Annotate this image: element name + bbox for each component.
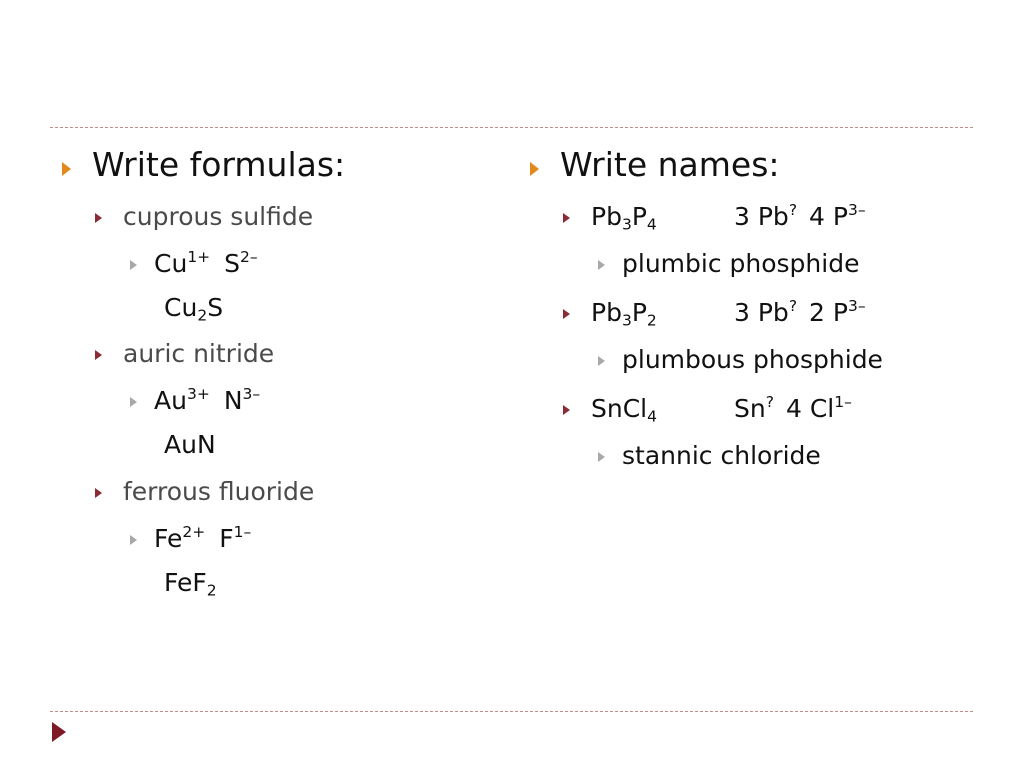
third-bullet-icon (130, 397, 137, 407)
third-bullet-icon (130, 260, 137, 270)
compound-name: cuprous sulfide (123, 202, 314, 231)
compound-name-answer: plumbic phosphide (622, 249, 860, 278)
compound-formula: $Pb_3P_4$ (591, 202, 657, 234)
sub-bullet-icon (563, 309, 570, 319)
compound-name: ferrous fluoride (123, 477, 315, 506)
sub-bullet-icon (563, 405, 570, 415)
top-divider (50, 127, 973, 128)
third-bullet-icon (130, 535, 137, 545)
ion-analysis: 3 Pb? 2 $P^{3-}$ (734, 296, 866, 327)
sub-bullet-icon (563, 213, 570, 223)
ion-charges: $Au^{3+}$ $N^{3-}$ (154, 384, 261, 415)
resulting-formula: AuN (164, 430, 216, 459)
left-heading: Write formulas: (92, 145, 346, 184)
third-bullet-icon (598, 356, 605, 366)
ion-charges: $Fe^{2+}$ $F^{1-}$ (154, 522, 252, 553)
ion-analysis: Sn? 4 $Cl^{1-}$ (734, 392, 852, 423)
resulting-formula: FeF$_2$ (164, 568, 217, 600)
compound-formula: SnCl$_4$ (591, 394, 657, 426)
resulting-formula: $Cu_2S$ (164, 293, 224, 325)
bottom-divider (50, 711, 973, 712)
sub-bullet-icon (95, 350, 102, 360)
third-bullet-icon (598, 452, 605, 462)
sub-bullet-icon (95, 213, 102, 223)
sub-bullet-icon (95, 488, 102, 498)
right-heading: Write names: (560, 145, 780, 184)
next-slide-icon[interactable] (52, 722, 66, 742)
compound-name-answer: stannic chloride (622, 441, 821, 470)
compound-name-answer: plumbous phosphide (622, 345, 883, 374)
ion-analysis: 3 Pb? 4 $P^{3-}$ (734, 200, 866, 231)
third-bullet-icon (598, 260, 605, 270)
compound-formula: $Pb_3P_2$ (591, 298, 657, 330)
compound-name: auric nitride (123, 339, 275, 368)
ion-charges: $Cu^{1+}$ $S^{2-}$ (154, 247, 258, 278)
main-bullet-icon (530, 162, 539, 176)
main-bullet-icon (62, 162, 71, 176)
